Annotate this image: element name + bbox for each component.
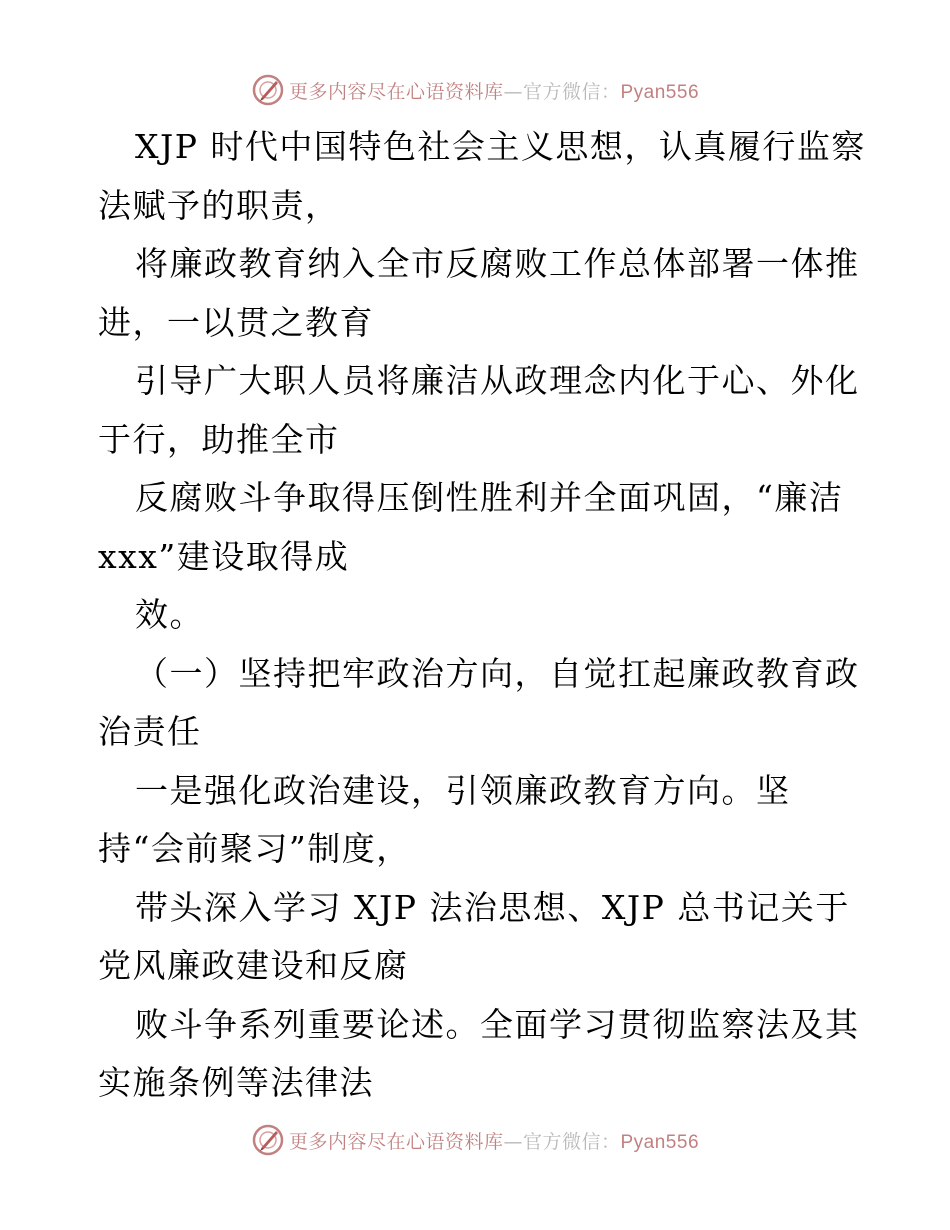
watermark-wechat-label: 官方微信： [522, 80, 621, 103]
watermark-wechat-id: Pyan556 [620, 1131, 700, 1153]
text-line: 引导广大职人员将廉洁从政理念内化于心、外化 [135, 361, 860, 400]
header-watermark [0, 70, 950, 110]
text-line: 法赋予的职责， [98, 185, 340, 225]
watermark-lead: 更多内容尽在心语资料库 [288, 1130, 504, 1153]
watermark-text [289, 1127, 699, 1154]
section-heading-continued: 治责任 [98, 712, 202, 751]
watermark-wechat-id: Pyan556 [620, 81, 700, 103]
document-body [98, 118, 868, 1113]
text-line: XJP 时代中国特色社会主义思想，认真履行监察 [135, 127, 866, 166]
section-heading: （一）坚持把牢政治方向，自觉扛起廉政教育政 [135, 653, 860, 693]
library-logo-icon [251, 73, 285, 107]
text-line: 实施条例等法律法 [98, 1063, 374, 1102]
text-line: 党风廉政建设和反腐 [98, 946, 409, 985]
text-line: 进，一以贯之教育 [98, 302, 374, 342]
watermark-lead: 更多内容尽在心语资料库 [288, 80, 504, 103]
text-line: 效。 [135, 595, 204, 634]
watermark-dash: — [503, 80, 523, 103]
text-line: 败斗争系列重要论述。全面学习贯彻监察法及其 [135, 1004, 860, 1044]
library-logo-icon [251, 1123, 285, 1157]
watermark-text [289, 77, 699, 104]
footer-watermark [0, 1120, 950, 1160]
text-line: 持“会前聚习”制度， [98, 829, 411, 868]
text-line: 一是强化政治建设，引领廉政教育方向。坚 [135, 770, 791, 810]
text-line: 反腐败斗争取得压倒性胜利并全面巩固，“廉洁 [135, 478, 844, 517]
text-line: xxx”建设取得成 [98, 536, 350, 576]
text-line: 于行，助推全市 [98, 419, 340, 459]
text-line: 带头深入学习 XJP 法治思想、XJP 总书记关于 [135, 887, 850, 927]
text-line: 将廉政教育纳入全市反腐败工作总体部署一体推 [135, 244, 860, 283]
watermark-dash: — [503, 1130, 523, 1153]
watermark-wechat-label: 官方微信： [522, 1130, 621, 1153]
